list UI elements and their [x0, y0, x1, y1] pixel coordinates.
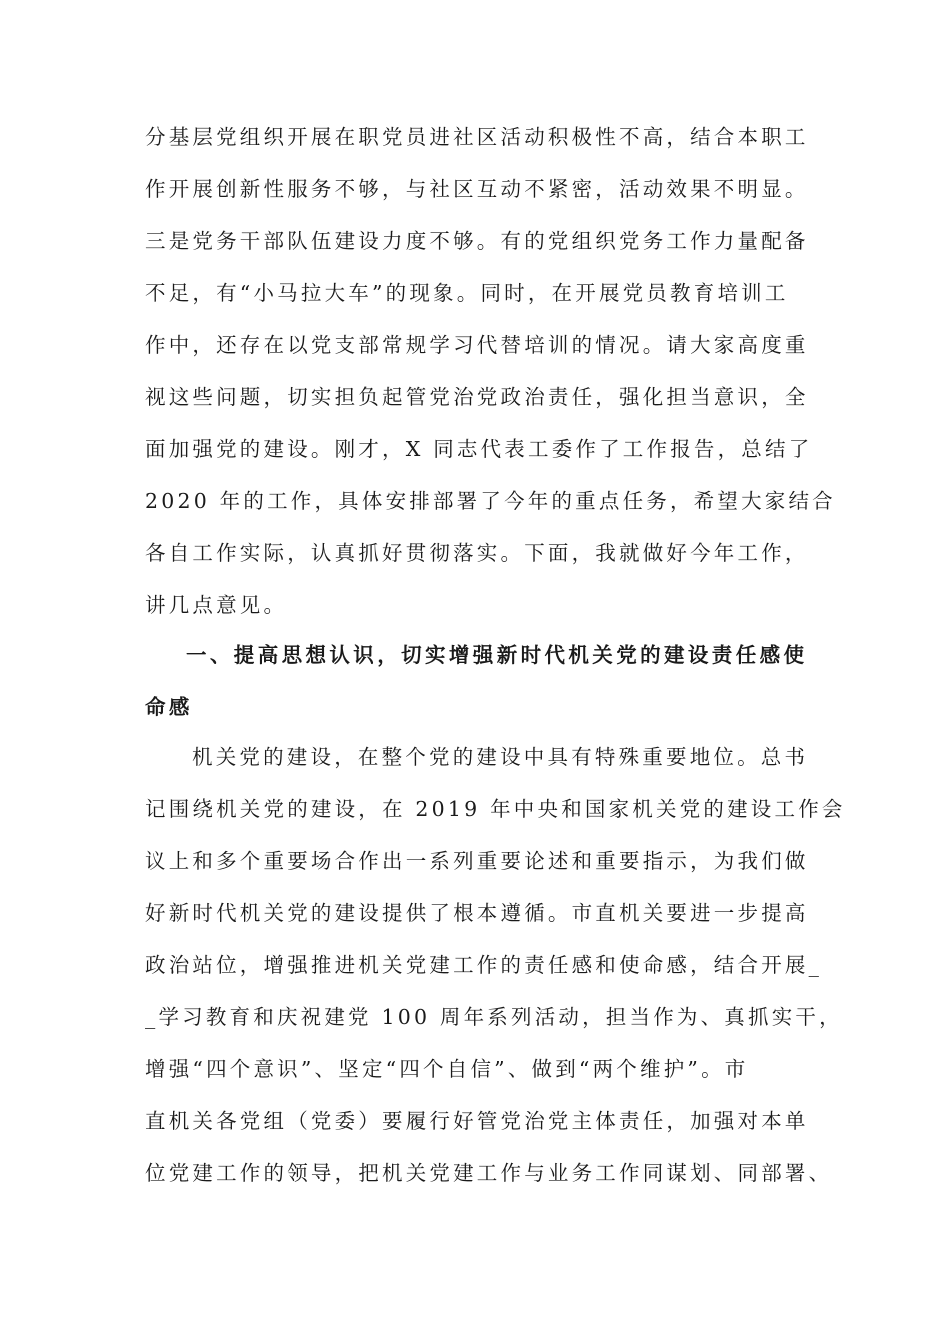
paragraph-line: 讲几点意见。: [145, 593, 288, 617]
paragraph-line: 议上和多个重要场合作出一系列重要论述和重要指示，为我们做: [145, 849, 809, 873]
paragraph-line: 作中，还存在以党支部常规学习代替培训的情况。请大家高度重: [145, 333, 809, 357]
paragraph-line: 面加强党的建设。刚才，X 同志代表工委作了工作报告，总结了: [145, 437, 813, 461]
paragraph-line: 位党建工作的领导，把机关党建工作与业务工作同谋划、同部署、: [145, 1161, 833, 1185]
paragraph-line: 各自工作实际，认真抓好贯彻落实。下面，我就做好今年工作，: [145, 541, 809, 565]
paragraph-line: 增强“四个意识”、坚定“四个自信”、做到“两个维护”。市: [145, 1057, 749, 1081]
paragraph-line: _学习教育和庆祝建党 100 周年系列活动，担当作为、真抓实干，: [145, 1005, 843, 1029]
paragraph-line: 2020 年的工作，具体安排部署了今年的重点任务，希望大家结合: [145, 489, 836, 513]
paragraph-line: 不足，有“小马拉大车”的现象。同时，在开展党员教育培训工: [145, 281, 789, 305]
paragraph-line: 三是党务干部队伍建设力度不够。有的党组织党务工作力量配备: [145, 229, 809, 253]
section-heading: 命感: [145, 695, 193, 719]
section-heading: 一、提高思想认识，切实增强新时代机关党的建设责任感使: [186, 643, 808, 667]
paragraph-line: 政治站位，增强推进机关党建工作的责任感和使命感，结合开展_: [145, 953, 823, 977]
paragraph-line: 机关党的建设，在整个党的建设中具有特殊重要地位。总书: [192, 745, 809, 769]
paragraph-line: 直机关各党组（党委）要履行好管党治党主体责任，加强对本单: [145, 1109, 809, 1133]
paragraph-line: 视这些问题，切实担负起管党治党政治责任，强化担当意识，全: [145, 385, 809, 409]
paragraph-line: 记围绕机关党的建设，在 2019 年中央和国家机关党的建设工作会: [145, 797, 846, 821]
paragraph-line: 好新时代机关党的建设提供了根本遵循。市直机关要进一步提高: [145, 901, 809, 925]
paragraph-line: 作开展创新性服务不够，与社区互动不紧密，活动效果不明显。: [145, 177, 809, 201]
paragraph-line: 分基层党组织开展在职党员进社区活动积极性不高，结合本职工: [145, 125, 809, 149]
